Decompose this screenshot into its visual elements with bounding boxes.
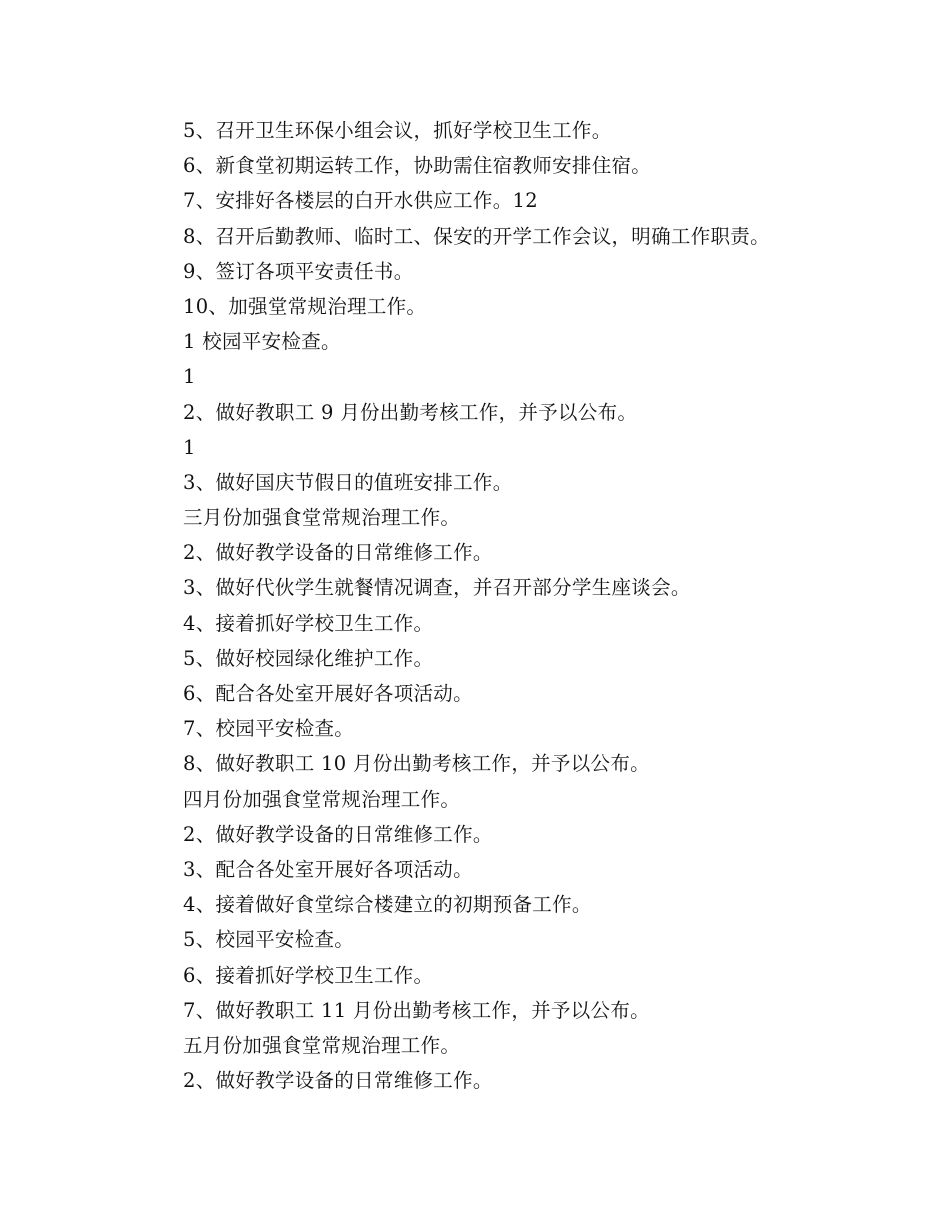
text-line: 8、做好教职工 10 月份出勤考核工作，并予以公布。 [183, 752, 650, 776]
text-line: 4、接着抓好学校卫生工作。 [183, 611, 434, 635]
text-line: 3、做好代伙学生就餐情况调查，并召开部分学生座谈会。 [183, 576, 691, 600]
text-line: 3、配合各处室开展好各项活动。 [183, 857, 473, 881]
text-line: 5、校园平安检查。 [183, 928, 355, 952]
text-line: 6、新食堂初期运转工作，协助需住宿教师安排住宿。 [183, 154, 652, 178]
text-line: 4、接着做好食堂综合楼建立的初期预备工作。 [183, 893, 592, 917]
text-line: 8、召开后勤教师、临时工、保安的开学工作会议，明确工作职责。 [183, 224, 770, 248]
text-line: 7、安排好各楼层的白开水供应工作。12 [183, 189, 538, 213]
text-line: 10、加强堂常规治理工作。 [183, 294, 427, 318]
text-line: 6、配合各处室开展好各项活动。 [183, 682, 473, 705]
text-line: 3、做好国庆节假日的值班安排工作。 [183, 470, 513, 494]
text-line: 1 [183, 365, 196, 389]
text-line: 7、做好教职工 11 月份出勤考核工作，并予以公布。 [183, 998, 650, 1022]
text-line: 2、做好教职工 9 月份出勤考核工作，并予以公布。 [183, 400, 638, 424]
text-line: 7、校园平安检查。 [183, 717, 355, 741]
text-line: 5、做好校园绿化维护工作。 [183, 646, 434, 670]
text-line: 2、做好教学设备的日常维修工作。 [183, 1069, 493, 1093]
section-heading: 四月份加强食堂常规治理工作。 [183, 787, 461, 811]
text-line: 1 [183, 435, 196, 459]
section-heading: 五月份加强食堂常规治理工作。 [183, 1033, 461, 1057]
document-body [183, 113, 883, 1098]
text-line: 1 校园平安检查。 [183, 330, 341, 354]
text-line: 2、做好教学设备的日常维修工作。 [183, 541, 493, 565]
text-line: 2、做好教学设备的日常维修工作。 [183, 822, 493, 846]
text-line: 5、召开卫生环保小组会议，抓好学校卫生工作。 [183, 119, 612, 142]
section-heading: 三月份加强食堂常规治理工作。 [183, 506, 461, 530]
text-line: 9、签订各项平安责任书。 [183, 259, 414, 283]
text-line: 6、接着抓好学校卫生工作。 [183, 963, 434, 987]
